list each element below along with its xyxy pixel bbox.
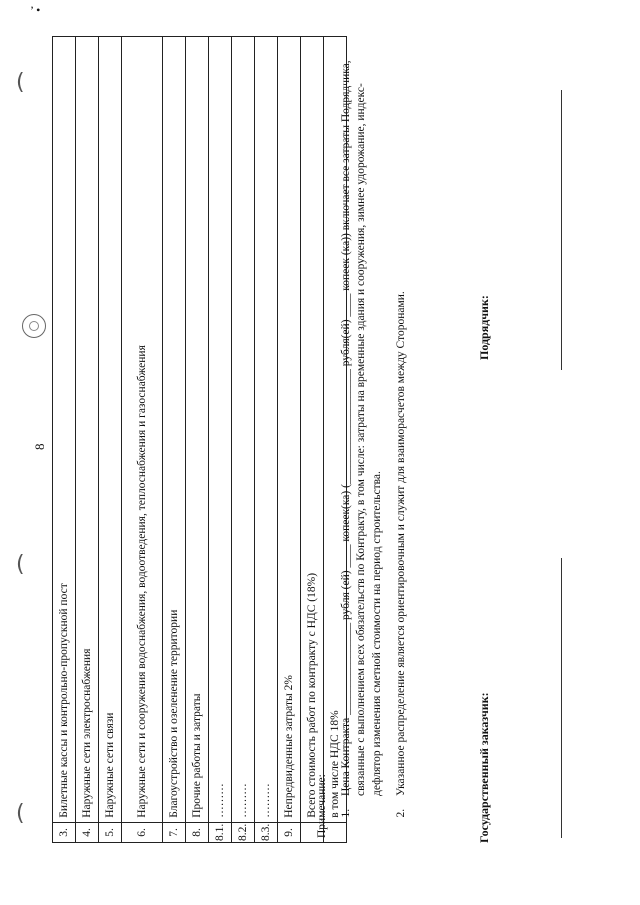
- table-row: [278, 37, 301, 843]
- row-text: ………: [255, 37, 278, 823]
- note-title: Примечание:: [316, 774, 328, 838]
- table-row: [163, 37, 186, 843]
- row-text: Всего стоимость работ по контракту с НДС (18%): [301, 37, 324, 823]
- binder-hole-icon: (: [16, 801, 25, 826]
- row-text: ………: [232, 37, 255, 823]
- row-number: 8.3.: [255, 822, 278, 842]
- row-text: Благоустройство и озеленение территории: [163, 37, 186, 823]
- contractor-signature-label: Подрядчик:: [477, 295, 491, 360]
- note-section: [315, 38, 419, 838]
- row-number: 7.: [163, 822, 186, 842]
- row-number: 8.1.: [209, 822, 232, 842]
- row-number: 4.: [76, 822, 99, 842]
- binder-hole-icon: (: [16, 70, 25, 95]
- row-number: 5.: [99, 822, 122, 842]
- cost-table: [52, 36, 347, 843]
- table-row: [76, 37, 99, 843]
- row-text: ………: [209, 37, 232, 823]
- table-row: [255, 37, 278, 843]
- row-text: Прочие работы и затраты: [186, 37, 209, 823]
- row-text: в том числе НДС 18%: [324, 37, 347, 823]
- corner-mark: ’ •: [30, 3, 41, 17]
- page-number: 8: [32, 443, 47, 450]
- table-row: [53, 37, 76, 843]
- table-row: [232, 37, 255, 843]
- row-number: 6.: [122, 822, 163, 842]
- note-item: 2. Указанное распределение является ориентировочным и служит для взаиморасчетов между Сторонами.: [394, 38, 410, 806]
- row-number: 3.: [53, 822, 76, 842]
- table-row: [122, 37, 163, 843]
- row-number: 9.: [278, 822, 301, 842]
- row-text: Билетные кассы и контрольно-пропускной пост: [53, 37, 76, 823]
- row-number: 8.: [186, 822, 209, 842]
- row-number: 8.2.: [232, 822, 255, 842]
- row-text: Непредвиденные затраты 2%: [278, 37, 301, 823]
- row-text: Наружные сети связи: [99, 37, 122, 823]
- table-row: [209, 37, 232, 843]
- table-row: [99, 37, 122, 843]
- row-text: Наружные сети электроснабжения: [76, 37, 99, 823]
- table-row: [186, 37, 209, 843]
- customer-signature-label: Государственный заказчик:: [477, 692, 491, 843]
- note-item: 1. Цена Контракта ________________ рубля (ей) ____ копеек(ка) (____________________ рубля(ей) ____ копеек (ка)) включает все затраты Подрядчика, связанные с выполнением всех обязательств по Контракту, в том числе: затраты на временные здания и сооружения, зимнее удорожание, индекс-дефлятор изменения сметной стоимости на период строительства.: [339, 38, 386, 806]
- customer-signature-line: [561, 558, 562, 838]
- contractor-signature-line: [561, 90, 562, 370]
- binder-hole-icon: (: [16, 552, 25, 577]
- note-list: [339, 38, 410, 838]
- row-text: Наружные сети и сооружения водоснабжения, водоотведения, теплоснабжения и газоснабжения: [122, 37, 163, 823]
